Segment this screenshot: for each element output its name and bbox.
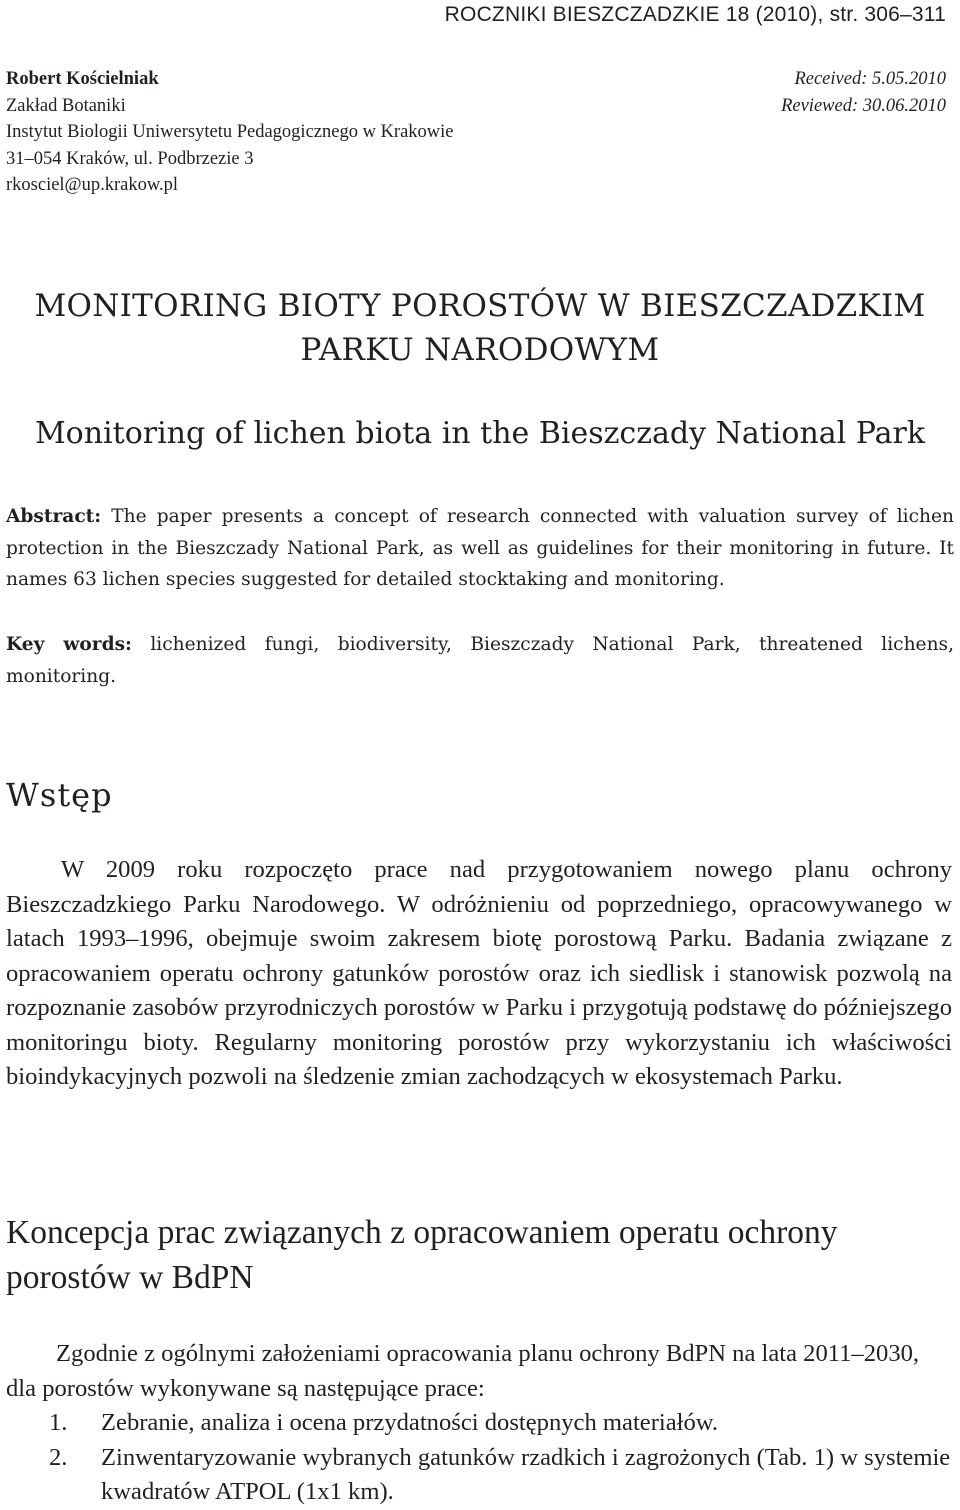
section-heading-concept: Koncepcja prac związanych z opracowaniem operatu ochrony porostów w BdPN xyxy=(6,1214,838,1296)
title-polish-line-1: MONITORING BIOTY POROSTÓW W BIESZCZADZKIM xyxy=(34,288,926,324)
list-item xyxy=(6,1441,952,1510)
address: 31–054 Kraków, ul. Podbrzezie 3 xyxy=(6,148,254,169)
received-date: Received: 5.05.2010 xyxy=(794,69,946,89)
abstract xyxy=(6,501,954,596)
abstract-label: Abstract: xyxy=(6,506,102,527)
email: rkosciel@up.krakow.pl xyxy=(6,175,179,195)
list-item-text: Zebranie, analiza i ocena przydatności dostępnych materiałów. xyxy=(101,1409,719,1436)
section-heading-intro: Wstęp xyxy=(6,776,113,814)
list-item-text: Zinwentaryzowanie wybranych gatunków rzadkich i zagrożonych (Tab. 1) w systemie kwadratów ATPOL (1x1 km). xyxy=(101,1443,951,1505)
title-polish xyxy=(0,284,960,372)
keywords-label: Key words: xyxy=(6,634,132,655)
keywords xyxy=(6,629,954,692)
list-item xyxy=(6,1406,952,1441)
abstract-text: The paper presents a concept of research connected with valuation survey of lichen protection in the Bieszczady National Park, as well as guidelines for their monitoring in future. It names 63 lichen species suggested for detailed stocktaking and monitoring. xyxy=(6,506,954,590)
author-name: Robert Kościelniak xyxy=(6,69,159,89)
title-english: Monitoring of lichen biota in the Bieszczady National Park xyxy=(34,416,926,451)
institute: Instytut Biologii Uniwersytetu Pedagogicznego w Krakowie xyxy=(6,122,454,142)
reviewed-date: Reviewed: 30.06.2010 xyxy=(781,95,946,116)
intro-paragraph: W 2009 roku rozpoczęto prace nad przygotowaniem nowego planu ochrony Bieszczadzkiego Parku Narodowego. W odróżnieniu od poprzedniego, opracowywanego w latach 1993–1996, obejmuje swoim zakresem biotę porostową Parku. Badania związane z opracowaniem operatu ochrony gatunków porostów oraz ich siedlisk i stanowisk pozwolą na rozpoznanie zasobów przyrodniczych porostów w Parku i przygotują podstawę do późniejszego monitoringu bioty. Regularny monitoring porostów przy wykorzystaniu ich właściwości bioindykacyjnych pozwoli na śledzenie zmian zachodzących w ekosystemach Parku. xyxy=(6,856,952,1090)
list-item-number: 2. xyxy=(49,1443,68,1471)
list-item-number: 1. xyxy=(49,1409,68,1436)
running-head: ROCZNIKI BIESZCZADZKIE 18 (2010), str. 306–311 xyxy=(444,3,946,26)
department: Zakład Botaniki xyxy=(6,95,126,116)
article-dates xyxy=(781,66,946,119)
title-polish-line-2: PARKU NARODOWYM xyxy=(300,332,660,368)
task-list xyxy=(6,1406,952,1510)
author-affiliation xyxy=(6,66,454,199)
keywords-text: lichenized fungi, biodiversity, Bieszczady National Park, threatened lichens, monitoring. xyxy=(6,634,954,687)
concept-paragraph: Zgodnie z ogólnymi założeniami opracowania planu ochrony BdPN na lata 2011–2030, dla porostów wykonywane są następujące prace: xyxy=(6,1340,920,1402)
